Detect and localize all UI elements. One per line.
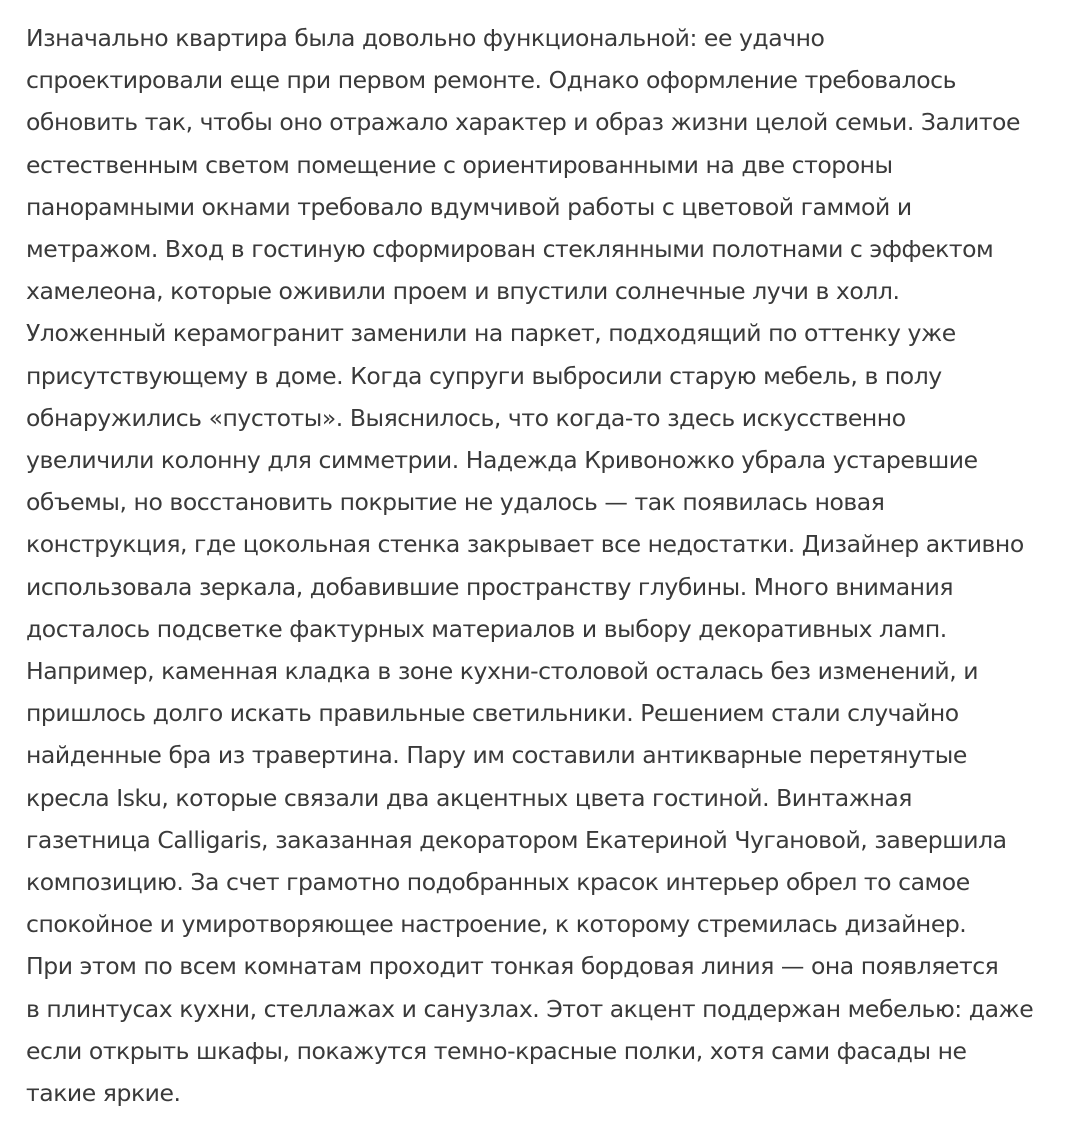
paragraph-line: увеличили колонну для симметрии. Надежда Кривоножко убрала устаревшие bbox=[26, 446, 978, 475]
paragraph-line: объемы, но восстановить покрытие не удалось — так появилась новая bbox=[26, 488, 885, 517]
paragraph-line: если открыть шкафы, покажутся темно-красные полки, хотя сами фасады не bbox=[26, 1036, 967, 1065]
paragraph-line: композицию. За счет грамотно подобранных красок интерьер обрел то самое bbox=[26, 868, 970, 897]
paragraph-line: присутствующему в доме. Когда супруги выбросили старую мебель, в полу bbox=[26, 361, 942, 390]
paragraph-line: Уложенный керамогранит заменили на паркет, подходящий по оттенку уже bbox=[26, 319, 956, 348]
paragraph-line: обновить так, чтобы оно отражало характер и образ жизни целой семьи. Залитое bbox=[26, 108, 1020, 137]
paragraph-line: газетница Calligaris, заказанная декоратором Екатериной Чугановой, завершила bbox=[26, 825, 1007, 854]
paragraph-line: досталось подсветке фактурных материалов и выбору декоративных ламп. bbox=[26, 614, 947, 643]
paragraph-line: найденные бра из травертина. Пару им составили антикварные перетянутые bbox=[26, 741, 967, 770]
paragraph-line: обнаружились «пустоты». Выяснилось, что когда-то здесь искусственно bbox=[26, 403, 906, 432]
paragraph-line: кресла Isku, которые связали два акцентных цвета гостиной. Винтажная bbox=[26, 783, 912, 812]
paragraph-line: естественным светом помещение с ориентированными на две стороны bbox=[26, 150, 893, 179]
paragraph-line: Изначально квартира была довольно функциональной: ее удачно bbox=[26, 24, 825, 52]
article-paragraph bbox=[26, 17, 1066, 1114]
paragraph-line: спокойное и умиротворяющее настроение, к которому стремилась дизайнер. bbox=[26, 910, 967, 939]
paragraph-line: хамелеона, которые оживили проем и впустили солнечные лучи в холл. bbox=[26, 277, 900, 306]
paragraph-line: пришлось долго искать правильные светильники. Решением стали случайно bbox=[26, 699, 959, 728]
paragraph-line: При этом по всем комнатам проходит тонкая бордовая линия — она появляется bbox=[26, 952, 999, 981]
paragraph-line: спроектировали еще при первом ремонте. Однако оформление требовалось bbox=[26, 66, 956, 95]
paragraph-line: использовала зеркала, добавившие пространству глубины. Много внимания bbox=[26, 572, 954, 601]
paragraph-line: метражом. Вход в гостиную сформирован стеклянными полотнами с эффектом bbox=[26, 235, 994, 264]
paragraph-line: Например, каменная кладка в зоне кухни-столовой осталась без изменений, и bbox=[26, 657, 979, 686]
paragraph-line: панорамными окнами требовало вдумчивой работы с цветовой гаммой и bbox=[26, 192, 912, 221]
paragraph-line: в плинтусах кухни, стеллажах и санузлах. Этот акцент поддержан мебелью: даже bbox=[26, 994, 1034, 1023]
paragraph-line: такие яркие. bbox=[26, 1079, 181, 1108]
paragraph-line: конструкция, где цокольная стенка закрывает все недостатки. Дизайнер активно bbox=[26, 530, 1024, 559]
